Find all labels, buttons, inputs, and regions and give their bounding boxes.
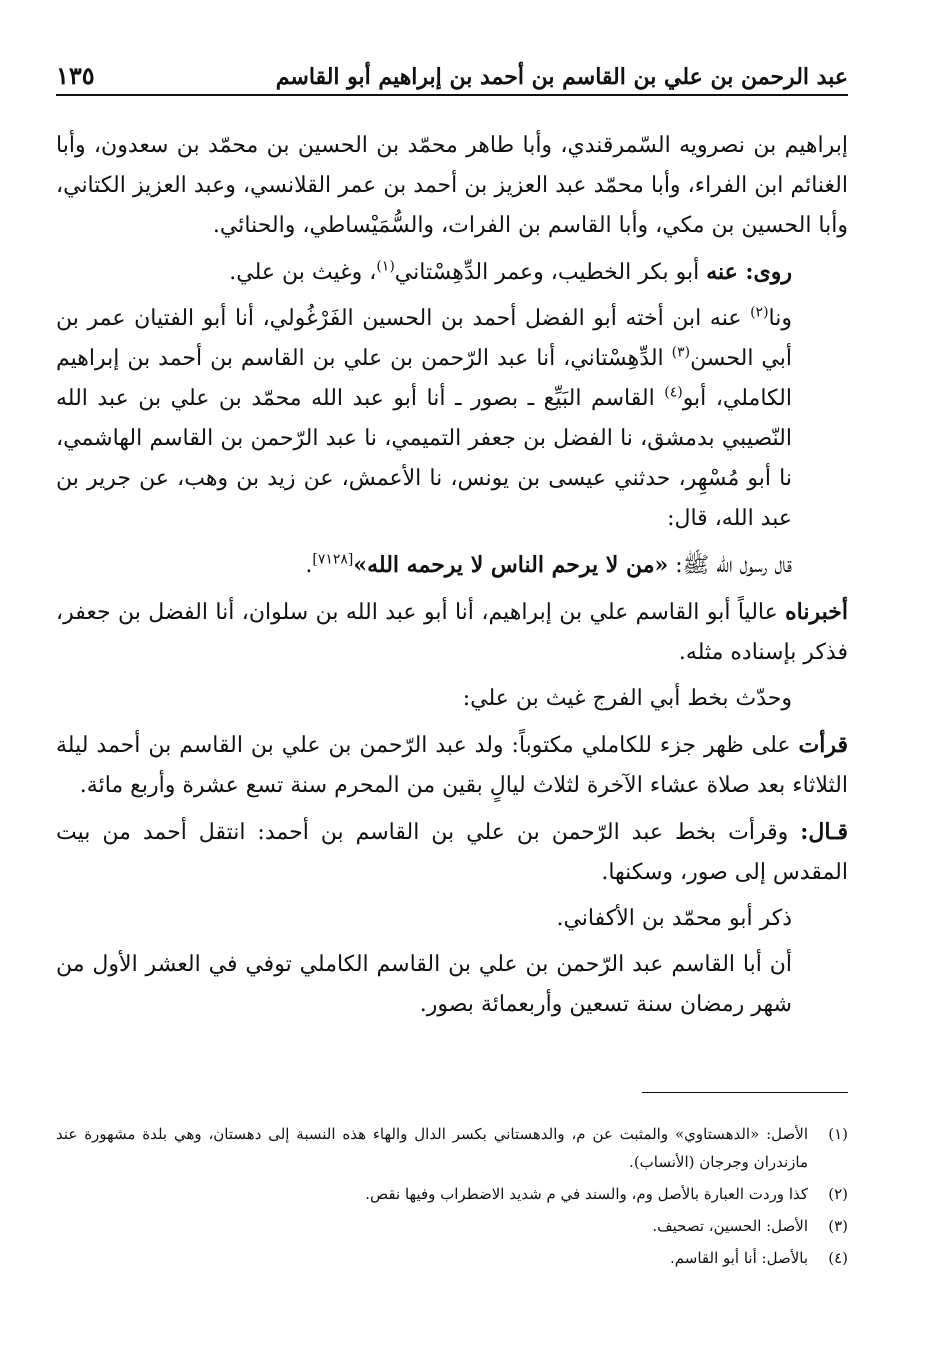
paragraph-narrators: [56, 252, 848, 293]
paragraph-text: قال رسول الله ﷺ:: [668, 553, 792, 578]
footnote-text: كذا وردت العبارة بالأصل وم، والسند في م شديد الاضطراب وفيها نقص.: [365, 1185, 808, 1203]
paragraph-teachers: إبراهيم بن نصرويه السّمرقندي، وأبا طاهر محمّد بن الحسين بن محمّد بن سعدون، وأبا الغنائم ابن الفراء، وأبا محمّد عبد العزيز بن أحمد بن عمر القلانسي، وعبد العزيز الكتاني، وأبا الحسين بن مكي، وأبا القاسم بن الفرات، والسُّمَيْساطي، والحنائي.: [56, 133, 848, 238]
footnote-text: الأصل: الحسين، تصحيف.: [652, 1217, 808, 1235]
footnotes: [56, 1120, 848, 1276]
footnote-2: [56, 1180, 848, 1208]
paragraph-lead: قـال:: [800, 819, 848, 845]
paragraph-move: [56, 812, 848, 893]
hadith-quote: «من لا يرحم الناس لا يرحمه الله»: [353, 552, 669, 578]
footnote-number: (٤): [828, 1249, 848, 1267]
footnote-ref-4[interactable]: (٤): [664, 384, 683, 401]
paragraph-death: أن أبا القاسم عبد الرّحمن بن علي بن القاسم الكاملي توفي في العشر الأول من شهر رمضان سنة تسعين وأربعمائة بصور.: [56, 952, 792, 1017]
running-title: عبد الرحمن بن علي بن القاسم بن أحمد بن إبراهيم أبو القاسم: [275, 64, 848, 90]
main-text: [56, 126, 848, 1031]
footnote-divider: [642, 1092, 848, 1093]
paragraph-text: على ظهر جزء للكاملي مكتوباً: ولد عبد الرّحمن بن علي بن القاسم بن أحمد ليلة الثلاثاء بعد صلاة عشاء الآخرة لثلاث ليالٍ بقين من المحرم سنة تسع عشرة وأربع مائة.: [56, 733, 848, 798]
paragraph-birth: [56, 725, 848, 806]
footnote-4: [56, 1244, 848, 1272]
footnote-ref-2[interactable]: (٢): [750, 304, 769, 321]
footnote-text: الأصل: «الدهستاوي» والمثبت عن م، والدهستاني بكسر الدال والهاء هذه النسبة إلى دهستان، وهي بلدة مشهورة عند مازندران وجرجان (الأنساب).: [56, 1125, 808, 1171]
paragraph-lead: قرأت: [798, 732, 848, 758]
footnote-ref-1[interactable]: (١): [376, 258, 395, 275]
page-number: ١٣٥: [56, 61, 95, 90]
paragraph-haddath: وحدّث بخط أبي الفرج غيث بن علي:: [462, 686, 792, 711]
paragraph-akhbarana: [56, 592, 848, 673]
paragraph-text: أبو بكر الخطيب، وعمر الدِّهِسْتاني: [394, 260, 707, 285]
running-header: [56, 56, 848, 96]
hadith-number: [٧١٢٨]: [312, 551, 354, 568]
paragraph-text: .: [305, 553, 313, 578]
footnote-number: (١): [828, 1125, 848, 1143]
footnote-1: [56, 1120, 848, 1176]
paragraph-isnad: [56, 299, 848, 539]
footnote-3: [56, 1212, 848, 1240]
paragraph-text: ونا: [768, 306, 792, 331]
paragraph-lead: روى: عنه: [706, 259, 792, 285]
footnote-number: (٣): [828, 1217, 848, 1235]
paragraph-hadith: [56, 545, 848, 586]
footnote-text: بالأصل: أنا أبو القاسم.: [670, 1249, 808, 1267]
paragraph-text: ، وغيث بن علي.: [229, 260, 377, 285]
footnote-number: (٢): [828, 1185, 848, 1203]
paragraph-akfani: ذكر أبو محمّد بن الأكفاني.: [556, 906, 792, 931]
paragraph-text: عنه ابن أخته أبو الفضل أحمد بن الحسين الفَرْغُولي، أنا أبو الفتيان عمر بن أبي الحسن: [56, 306, 792, 371]
paragraph-lead: أخبرناه: [785, 599, 848, 625]
footnote-ref-3[interactable]: (٣): [671, 344, 691, 361]
paragraph-text: الدِّهِسْتاني، أنا عبد الرّحمن بن علي بن القاسم بن أحمد بن إبراهيم الكاملي، أبو: [56, 346, 792, 411]
paragraph-text: وقرأت بخط عبد الرّحمن بن علي بن القاسم بن أحمد: انتقل أحمد من بيت المقدس إلى صور، وسكنها.: [56, 820, 848, 885]
paragraph-text: عالياً أبو القاسم علي بن إبراهيم، أنا أبو عبد الله بن سلوان، أنا الفضل بن جعفر، فذكر بإسناده مثله.: [56, 600, 848, 665]
paragraph-text: القاسم البَيِّع ـ بصور ـ أنا أبو عبد الله محمّد بن علي بن عبد الله النّصيبي بدمشق، نا الفضل بن جعفر التميمي، نا عبد الرّحمن بن القاسم الهاشمي، نا أبو مُسْهِر، حدثني عيسى بن يونس، نا الأعمش، عن زيد بن وهب، عن جرير بن عبد الله، قال:: [56, 386, 792, 531]
